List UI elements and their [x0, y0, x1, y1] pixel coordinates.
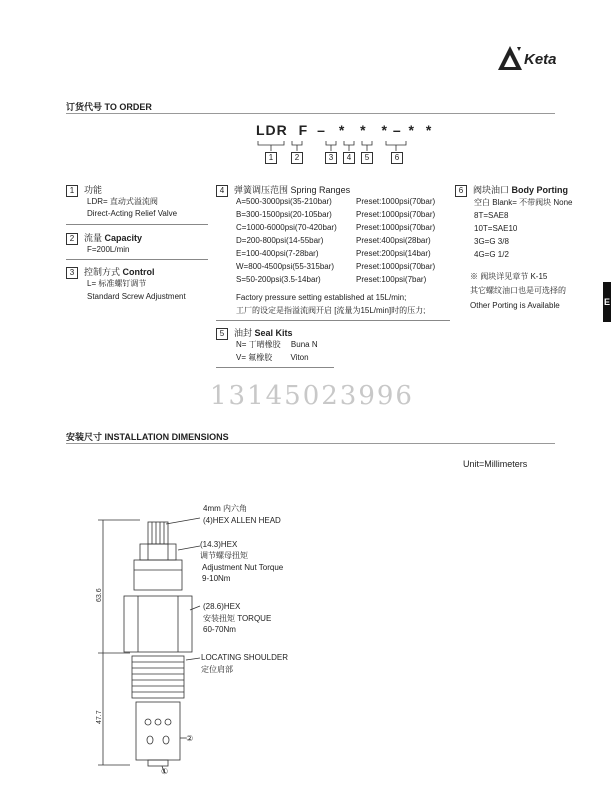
section-3-line-2: Standard Screw Adjustment	[87, 292, 186, 301]
spring-range-row	[236, 210, 451, 223]
section-4-note-en: Factory pressure setting established at 15L/min;	[236, 293, 407, 302]
preset: Preset:200psi(14bar)	[356, 249, 431, 258]
section-4-title-en: Spring Ranges	[290, 185, 351, 195]
section-4-title-cn: 弹簧调压范围	[234, 185, 289, 195]
range: D=200-800psi(14-55bar)	[236, 236, 324, 245]
callout-hex-allen-cn: 4mm 内六角	[203, 504, 247, 513]
section-2-line-1: F=200L/min	[87, 245, 130, 254]
section-4-note-cn: 工厂的设定是指溢流阀开启 [流量为15L/min]时的压力;	[236, 306, 426, 315]
code-box-1: 1	[265, 152, 277, 164]
porting-line: 10T=SAE10	[474, 224, 518, 233]
range: W=800-4500psi(55-315bar)	[236, 262, 335, 271]
callout-hex14: (14.3)HEX	[200, 540, 238, 549]
spring-range-row	[236, 236, 451, 249]
code-box-2: 2	[291, 152, 303, 164]
unit-label: Unit=Millimeters	[463, 459, 528, 469]
section-6-header	[455, 183, 568, 197]
porting-line: 4G=G 1/2	[474, 250, 509, 259]
code-part: –	[392, 122, 402, 138]
section-1-num: 1	[66, 185, 78, 197]
section-1-line-2: Direct-Acting Relief Valve	[87, 209, 178, 218]
section-3-num: 3	[66, 267, 78, 279]
code-part: *	[360, 122, 367, 138]
code-box-6: 6	[391, 152, 403, 164]
preset: Preset:1000psi(70bar)	[356, 197, 436, 206]
keta-logo	[497, 44, 523, 77]
brand-name: Keta	[524, 51, 557, 68]
install-section-divider	[66, 443, 555, 444]
seal-code: N= 丁晴橡胶	[236, 340, 281, 349]
section-2-num: 2	[66, 233, 78, 245]
port-2-label: ②	[186, 734, 194, 743]
preset: Preset:1000psi(70bar)	[356, 210, 436, 219]
section-6-title-en: Body Porting	[511, 185, 569, 195]
seal-code: V= 氟橡胶	[236, 353, 273, 362]
preset: Preset:1000psi(70bar)	[356, 262, 436, 271]
keta-logo-icon	[497, 44, 523, 72]
callout-hex-allen-en: (4)HEX ALLEN HEAD	[203, 516, 281, 525]
install-section-title: 安装尺寸 INSTALLATION DIMENSIONS	[66, 432, 229, 442]
spring-range-row	[236, 275, 451, 288]
range: A=500-3000psi(35-210bar)	[236, 197, 332, 206]
section-3-header	[66, 265, 155, 279]
divider	[66, 259, 208, 260]
callout-hex14-torque: 9-10Nm	[202, 574, 231, 583]
seal-name: Viton	[290, 353, 309, 362]
callout-hex28-torque: 60-70Nm	[203, 625, 236, 634]
porting-line: 空白 Blank= 不带阀块 None	[474, 198, 573, 207]
section-4-num: 4	[216, 185, 228, 197]
section-3-line-1: L= 标准螺钉调节	[87, 279, 147, 288]
code-box-4: 4	[343, 152, 355, 164]
section-2-title-cn: 流量	[84, 233, 103, 243]
code-box-5: 5	[361, 152, 373, 164]
order-section-divider	[66, 113, 555, 114]
code-part: F	[298, 122, 309, 138]
callout-hex28-cn: 安装扭矩 TORQUE	[203, 614, 272, 623]
section-3-title-en: Control	[122, 267, 155, 277]
section-5-header	[216, 326, 293, 340]
watermark: 13145023996	[210, 381, 414, 411]
section-3-title-cn: 控制方式	[84, 267, 121, 277]
callout-locating: LOCATING SHOULDER	[201, 653, 288, 662]
dim-upper: 63.6	[96, 588, 103, 602]
preset: Preset:100psi(7bar)	[356, 275, 427, 284]
divider	[66, 224, 208, 225]
spring-range-table	[236, 197, 451, 288]
section-4-header	[216, 183, 350, 197]
section-2-title-en: Capacity	[104, 233, 143, 243]
code-box-3: 3	[325, 152, 337, 164]
callout-hex28: (28.6)HEX	[203, 602, 241, 611]
seal-kit-row	[236, 339, 318, 350]
divider	[216, 320, 450, 321]
seal-kit-row	[236, 352, 309, 363]
dim-lower: 47.7	[96, 710, 103, 724]
code-brackets	[256, 139, 456, 155]
chapter-tab: E	[603, 282, 611, 322]
spring-range-row	[236, 223, 451, 236]
code-part: *	[381, 122, 388, 138]
range: B=300-1500psi(20-105bar)	[236, 210, 332, 219]
divider	[216, 367, 334, 368]
porting-line: 8T=SAE8	[474, 211, 509, 220]
preset: Preset:400psi(28bar)	[356, 236, 431, 245]
range: C=1000-6000psi(70-420bar)	[236, 223, 337, 232]
range: E=100-400psi(7-28bar)	[236, 249, 319, 258]
callout-hex14-cn: 调节螺母扭矩	[200, 551, 248, 560]
order-section-title: 订货代号 TO ORDER	[66, 102, 152, 112]
section-5-title-en: Seal Kits	[254, 328, 293, 338]
porting-note: 其它螺纹油口也是可选择的	[470, 286, 566, 295]
range: S=50-200psi(3.5-14bar)	[236, 275, 321, 284]
porting-line: 3G=G 3/8	[474, 237, 509, 246]
code-part: –	[317, 122, 326, 138]
spring-range-row	[236, 262, 451, 275]
section-5-num: 5	[216, 328, 228, 340]
code-part: LDR	[256, 122, 288, 138]
section-6-title-cn: 阀块油口	[473, 185, 510, 195]
seal-name: Buna N	[290, 340, 318, 349]
preset: Preset:1000psi(70bar)	[356, 223, 436, 232]
callout-hex14-en: Adjustment Nut Torque	[202, 563, 284, 572]
model-code	[256, 122, 432, 138]
section-1-header	[66, 183, 102, 197]
spring-range-row	[236, 197, 451, 210]
code-part: *	[425, 122, 433, 138]
port-1-label: ①	[161, 767, 169, 776]
spring-range-row	[236, 249, 451, 262]
porting-note: ※ 阀块详见章节 K-15	[470, 272, 548, 281]
callout-locating-cn: 定位肩部	[201, 665, 233, 674]
section-6-num: 6	[455, 185, 467, 197]
section-1-line-1: LDR= 直动式溢流阀	[87, 197, 158, 206]
code-part: *	[408, 122, 415, 138]
code-part: *	[338, 122, 346, 138]
section-2-header	[66, 231, 142, 245]
porting-note: Other Porting is Available	[470, 301, 560, 310]
section-5-title-cn: 油封	[234, 328, 253, 338]
section-1-title-cn: 功能	[84, 185, 103, 195]
